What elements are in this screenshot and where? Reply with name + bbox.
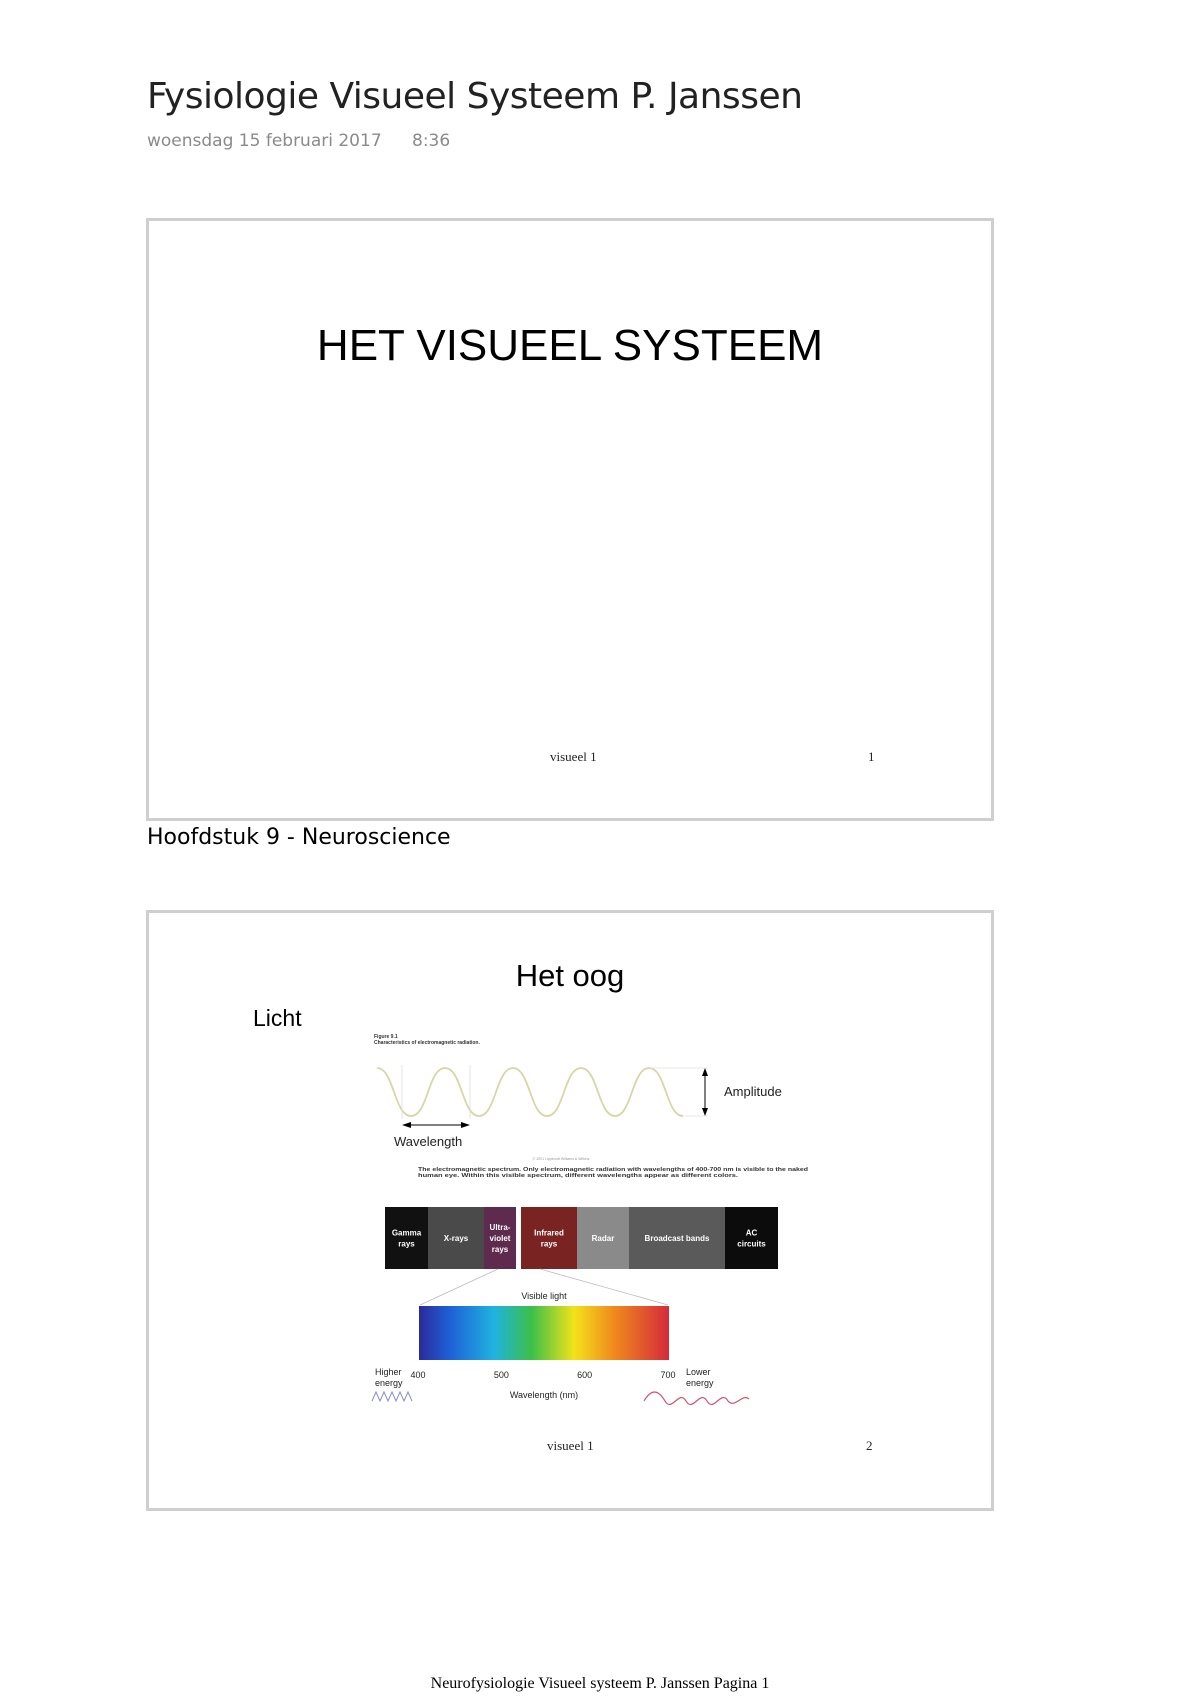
slide-2-subtitle: Licht [253,1005,302,1031]
spectrum-band-label: circuits [737,1239,766,1249]
wavelength-tick-label: 600 [577,1370,593,1380]
page-footer: Neurofysiologie Visueel systeem P. Janssen Pagina 1 [430,1675,770,1692]
section-caption: Hoofdstuk 9 - Neuroscience [147,825,451,850]
amplitude-arrowhead-up [702,1068,708,1076]
wave-curve [377,1068,683,1116]
figure-number: Figure 9.1 [374,1034,398,1040]
high-energy-wave [372,1392,412,1401]
spectrum-band-label: rays [491,1245,509,1254]
spectrum-band-label: Gamma [391,1228,422,1238]
lower-energy-label-1: Lower [686,1367,711,1377]
wavelength-arrowhead-left [402,1122,411,1128]
spectrum-band-label: violet [489,1234,511,1243]
visible-zoom-line-left [420,1269,498,1305]
spectrum-caption-line-2: human eye. Within this visible spectrum, different wavelengths appear as different colors. [418,1173,739,1179]
page-time: 8:36 [412,131,451,151]
lower-energy-label-2: energy [686,1378,714,1388]
amplitude-label: Amplitude [724,1084,782,1099]
slide-2-page-number: 2 [866,1438,873,1453]
visible-spectrum-bar [419,1306,669,1360]
slide-2 [146,910,994,1511]
page-title: Fysiologie Visueel Systeem P. Janssen [147,76,803,117]
spectrum-band-label: rays [540,1239,558,1249]
wavelength-tick-label: 500 [493,1370,509,1380]
higher-energy-label-1: Higher [375,1367,402,1377]
spectrum-band-label: AC [745,1228,758,1238]
spectrum-band-label: Infrared [534,1228,564,1238]
spectrum-bands [385,1207,778,1269]
visible-light-label: Visible light [521,1291,567,1301]
wavelength-arrowhead-right [461,1122,470,1128]
spectrum-band-label: rays [398,1239,415,1249]
slide-1-footer-label: visueel 1 [550,749,597,764]
wavelength-label: Wavelength [394,1134,463,1149]
spectrum-caption-line-1: The electromagnetic spectrum. Only electromagnetic radiation with wavelengths of 400-700 nm is visible to the naked [418,1167,808,1173]
spectrum-band-label: X-rays [443,1234,469,1243]
wavelength-ticks [410,1370,675,1380]
higher-energy-label-2: energy [375,1378,403,1388]
figure-subtitle: Characteristics of electromagnetic radiation. [374,1040,480,1046]
spectrum-band-label: Radar [591,1234,615,1243]
wavelength-tick-label: 400 [410,1370,426,1380]
slide-1-page-number: 1 [868,749,875,764]
wavelength-axis-label: Wavelength (nm) [509,1390,579,1400]
slide-1-title: HET VISUEEL SYSTEEM [316,321,824,370]
slide-1 [146,218,994,821]
figure-copyright: © 2001 Lippincott Williams & Wilkins [532,1157,590,1161]
spectrum-band [725,1207,778,1269]
spectrum-band [521,1207,577,1269]
slide-2-title: Het oog [515,958,625,993]
electromagnetic-spectrum-figure [149,913,991,1508]
low-energy-wave [644,1392,749,1404]
slide-2-footer-label: visueel 1 [547,1438,594,1453]
wavelength-tick-label: 700 [660,1370,676,1380]
page-date: woensdag 15 februari 2017 [147,131,382,151]
amplitude-arrowhead-down [702,1108,708,1116]
spectrum-band [385,1207,428,1269]
spectrum-band-label: Broadcast bands [644,1234,710,1243]
spectrum-band-label: Ultra- [489,1223,511,1232]
